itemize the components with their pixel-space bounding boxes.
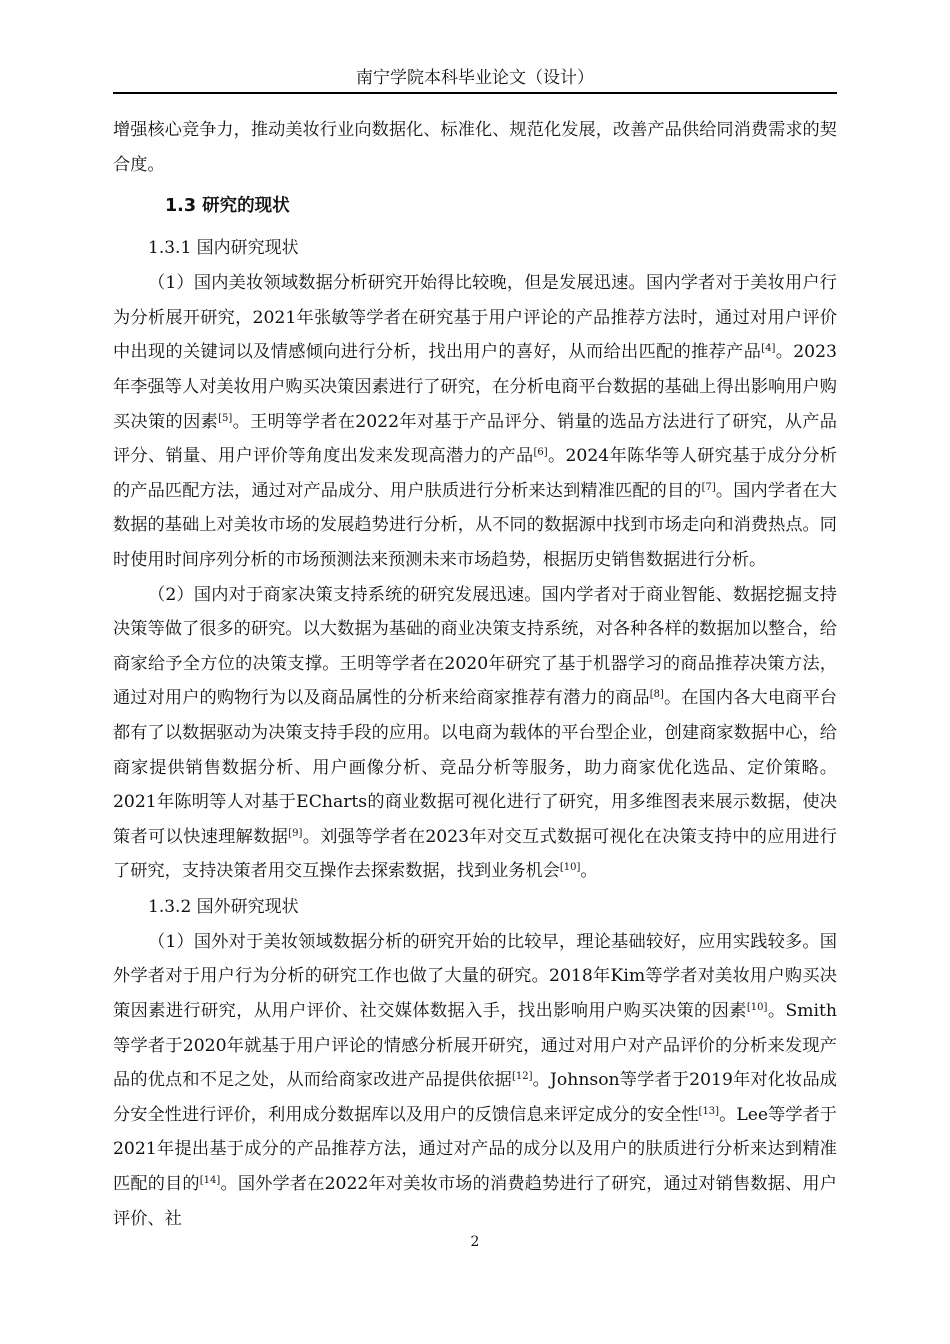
- intro-paragraph: 增强核心竞争力，推动美妆行业向数据化、标准化、规范化发展，改善产品供给同消费需求的契合度。: [113, 120, 837, 175]
- text-run: 。: [580, 861, 598, 882]
- citation: [12]: [511, 1071, 533, 1083]
- citation: [9]: [288, 827, 303, 839]
- domestic-paragraph-1: [113, 266, 837, 577]
- text-run: 。国内学者在大数据的基础上对美妆市场的发展趋势进行分析，从不同的数据源中找到市场走向和消费热点。同时使用时间序列分析的市场预测法来预测未来市场趋势，根据历史销售数据进行分析。: [113, 480, 837, 570]
- text-run: 。Smith等学者于2020年就基于用户评论的情感分析展开研究，通过对用户对产品评价的分析来发现产品的优点和不足之处，从而给商家改进产品提供依据: [113, 1001, 837, 1091]
- running-header: 南宁学院本科毕业论文（设计）: [113, 66, 837, 94]
- text-run: 。Johnson等学者于2019年对化妆品成分安全性进行评价，利用成分数据库以及用户的反馈信息来评定成分的安全性: [113, 1070, 837, 1125]
- subsection-heading-1-3-1: 1.3.1 国内研究现状: [148, 238, 299, 259]
- text-run: 。2023年李强等人对美妆用户购买决策因素进行了研究，在分析电商平台数据的基础上得出影响用户购买决策的因素: [113, 342, 837, 432]
- page-number: 2: [470, 1234, 480, 1250]
- citation: [10]: [746, 1002, 768, 1014]
- text-run: （1）国内美妆领域数据分析研究开始得比较晚，但是发展迅速。国内学者对于美妆用户行为分析展开研究，2021年张敏等学者在研究基于用户评论的产品推荐方法时，通过对用户评价中出现的关键词以及情感倾向进行分析，找出用户的喜好，从而给出匹配的推荐产品: [113, 273, 837, 363]
- text-run: 。2024年陈华等人研究基于成分分析的产品匹配方法，通过对产品成分、用户肤质进行分析来达到精准匹配的目的: [113, 446, 837, 501]
- citation: [5]: [218, 412, 233, 424]
- text-run: 。刘强等学者在2023年对交互式数据可视化在决策支持中的应用进行了研究，支持决策者用交互操作去探索数据，找到业务机会: [113, 826, 837, 882]
- citation: [6]: [533, 447, 548, 459]
- citation: [10]: [559, 862, 581, 874]
- text-run: 。Lee等学者于2021年提出基于成分的产品推荐方法，通过对产品的成分以及用户的肤质进行分析来达到精准匹配的目的: [113, 1104, 837, 1195]
- text-run: 。国外学者在2022年对美妆市场的消费趋势进行了研究，通过对销售数据、用户评价、社: [113, 1174, 837, 1229]
- citation: [13]: [698, 1105, 720, 1117]
- text-run: 。王明等学者在2022年对基于产品评分、销量的选品方法进行了研究，从产品评分、销量、用户评价等角度出发来发现高潜力的产品: [113, 411, 837, 467]
- text-run: （1）国外对于美妆领域数据分析的研究开始的比较早，理论基础较好，应用实践较多。国外学者对于用户行为分析的研究工作也做了大量的研究。2018年Kim等学者对美妆用户购买决策因素进行研究，从用户评价、社交媒体数据入手，找出影响用户购买决策的因素: [113, 931, 837, 1022]
- citation: [7]: [701, 481, 716, 493]
- domestic-paragraph-2: [113, 578, 837, 889]
- citation: [4]: [761, 343, 776, 355]
- foreign-paragraph-1: [113, 925, 837, 1236]
- citation: [14]: [199, 1175, 221, 1187]
- subsection-heading-1-3-2: 1.3.2 国外研究现状: [148, 896, 299, 917]
- citation: [8]: [649, 689, 664, 701]
- text-run: （2）国内对于商家决策支持系统的研究发展迅速。国内学者对于商业智能、数据挖掘支持决策等做了很多的研究。以大数据为基础的商业决策支持系统，对各种各样的数据加以整合，给商家给予全方位的决策支撑。王明等学者在2020年研究了基于机器学习的商品推荐决策方法，通过对用户的购物行为以及商品属性的分析来给商家推荐有潜力的商品: [113, 584, 837, 709]
- text-run: 。在国内各大电商平台都有了以数据驱动为决策支持手段的应用。以电商为载体的平台型企业，创建商家数据中心，给商家提供销售数据分析、用户画像分析、竞品分析等服务，助力商家优化选品、定价策略。2021年陈明等人对基于ECharts的商业数据可视化进行了研究，用多维图表来展示数据，使决策者可以快速理解数据: [113, 688, 837, 847]
- body-content: [113, 113, 837, 1236]
- section-heading-1-3: 1.3 研究的现状: [165, 196, 290, 217]
